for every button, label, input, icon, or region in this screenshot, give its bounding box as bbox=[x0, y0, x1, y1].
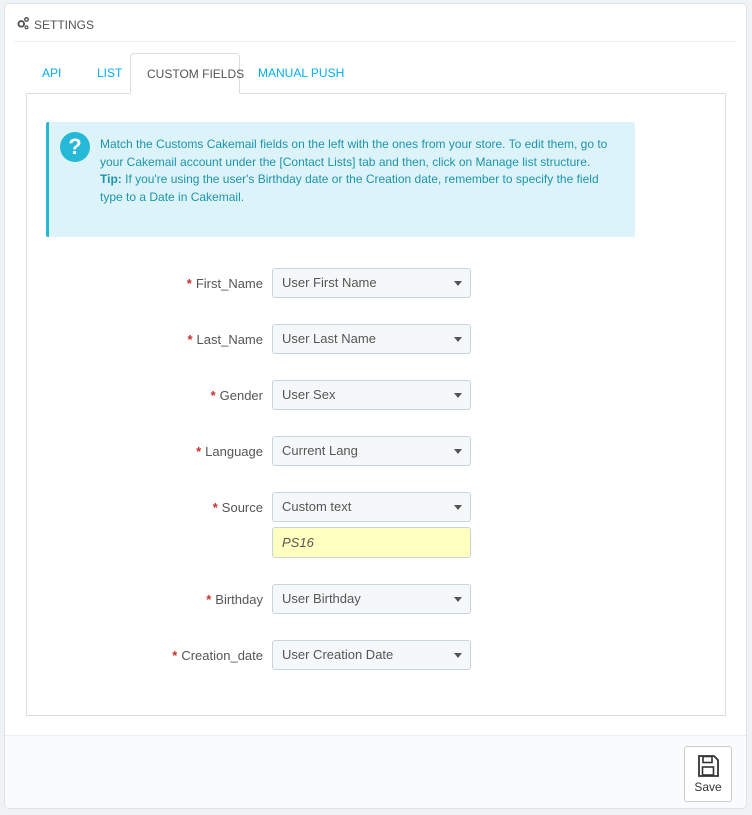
field-row-birthday bbox=[27, 584, 727, 616]
field-label-text: First_Name bbox=[195, 276, 263, 291]
field-row-last-name bbox=[27, 324, 727, 356]
cogs-icon bbox=[16, 16, 30, 33]
field-label-text: Source bbox=[221, 500, 263, 515]
floppy-disk-icon bbox=[696, 754, 720, 778]
language-select[interactable] bbox=[272, 436, 471, 466]
field-label bbox=[187, 324, 263, 356]
field-label bbox=[213, 492, 263, 524]
caret-down-icon bbox=[454, 653, 462, 658]
save-label: Save bbox=[694, 780, 722, 794]
required-mark: * bbox=[196, 444, 202, 459]
tab-custom-fields[interactable]: CUSTOM FIELDS bbox=[130, 53, 240, 94]
panel-title bbox=[16, 16, 94, 33]
select-value: User Birthday bbox=[282, 591, 361, 606]
settings-panel bbox=[4, 3, 747, 809]
tab-api[interactable]: API bbox=[42, 66, 62, 80]
field-label bbox=[211, 380, 263, 412]
field-label-text: Language bbox=[205, 444, 263, 459]
select-value: User First Name bbox=[282, 275, 377, 290]
creation-date-select[interactable] bbox=[272, 640, 471, 670]
caret-down-icon bbox=[454, 393, 462, 398]
field-label bbox=[172, 640, 263, 672]
field-row-creation-date bbox=[27, 640, 727, 672]
select-value: Custom text bbox=[282, 499, 352, 514]
birthday-select[interactable] bbox=[272, 584, 471, 614]
required-mark: * bbox=[172, 648, 178, 663]
field-row-language bbox=[27, 436, 727, 468]
field-label-text: Creation_date bbox=[181, 648, 263, 663]
field-row-source bbox=[27, 492, 727, 562]
caret-down-icon bbox=[454, 449, 462, 454]
required-mark: * bbox=[187, 332, 193, 347]
alert-message: Match the Customs Cakemail fields on the left with the ones from your store. To edit them, go to your Cakemail account under the [Contact Lists] tab and then, click on Manage list structure. bbox=[100, 137, 608, 169]
gender-select[interactable] bbox=[272, 380, 471, 410]
field-row-gender bbox=[27, 380, 727, 412]
alert-tip-label: Tip: bbox=[100, 172, 122, 186]
custom-fields-tab-content bbox=[26, 93, 726, 716]
source-custom-text-input[interactable]: PS16 bbox=[272, 527, 471, 558]
caret-down-icon bbox=[454, 337, 462, 342]
caret-down-icon bbox=[454, 505, 462, 510]
field-label bbox=[196, 436, 263, 468]
required-mark: * bbox=[212, 500, 218, 515]
panel-title-text: SETTINGS bbox=[34, 17, 95, 32]
select-value: User Sex bbox=[282, 387, 336, 402]
tab-list[interactable]: LIST bbox=[97, 66, 123, 80]
field-label bbox=[187, 268, 263, 300]
question-icon: ? bbox=[60, 132, 90, 162]
field-row-first-name bbox=[27, 268, 727, 300]
alert-text bbox=[100, 136, 620, 206]
panel-footer bbox=[5, 735, 746, 808]
source-select[interactable] bbox=[272, 492, 471, 522]
save-button[interactable] bbox=[684, 746, 732, 802]
info-alert bbox=[46, 122, 635, 237]
caret-down-icon bbox=[454, 281, 462, 286]
panel-header bbox=[14, 13, 737, 42]
required-mark: * bbox=[210, 388, 216, 403]
required-mark: * bbox=[206, 592, 212, 607]
field-label-text: Gender bbox=[219, 388, 263, 403]
last-name-select[interactable] bbox=[272, 324, 471, 354]
field-label-text: Birthday bbox=[215, 592, 263, 607]
first-name-select[interactable] bbox=[272, 268, 471, 298]
tab-manual-push[interactable]: MANUAL PUSH bbox=[258, 66, 345, 80]
select-value: User Last Name bbox=[282, 331, 376, 346]
select-value: Current Lang bbox=[282, 443, 358, 458]
alert-tip-text: If you're using the user's Birthday date or the Creation date, remember to specify the field type to a Date in Cakemail. bbox=[100, 172, 599, 204]
field-label bbox=[206, 584, 263, 616]
required-mark: * bbox=[186, 276, 192, 291]
field-label-text: Last_Name bbox=[196, 332, 263, 347]
caret-down-icon bbox=[454, 597, 462, 602]
select-value: User Creation Date bbox=[282, 647, 394, 662]
